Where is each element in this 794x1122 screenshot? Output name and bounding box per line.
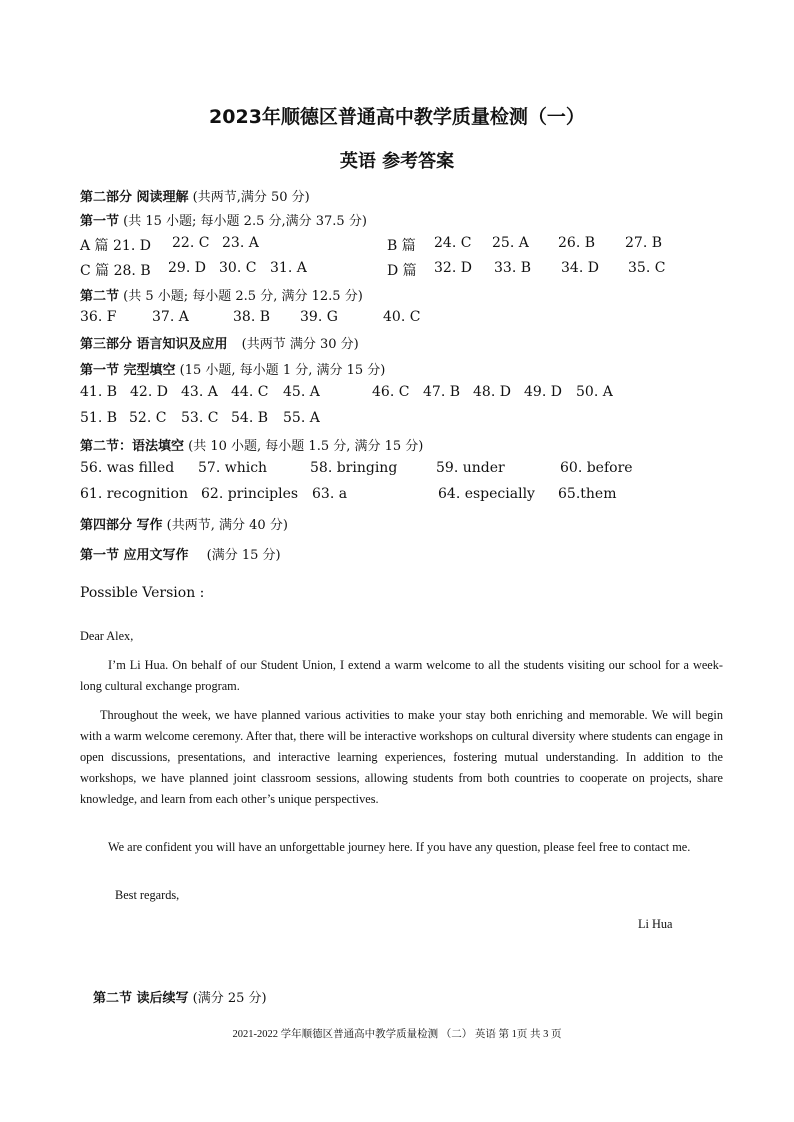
answer-cell: 54. B [231,410,269,426]
part2-sec2-heading: 第二节 (共 5 小题; 每小题 2.5 分, 满分 12.5 分) [80,289,363,304]
answer-cell: 40. C [383,309,421,325]
answer-cell: 63. a [312,486,348,502]
answer-cell: 39. G [300,309,338,325]
answer-cell: 25. A [492,235,529,251]
answer-cell: 45. A [283,384,320,400]
answer-cell: 46. C [372,384,410,400]
answer-cell: 49. D [524,384,562,400]
answer-cell: 31. A [270,260,307,276]
page-footer: 2021-2022 学年顺德区普通高中教学质量检测 （二） 英语 第 1页 共 3 页 [232,1029,562,1040]
answer-cell: 44. C [231,384,269,400]
answer-cell: 38. B [233,309,271,325]
answer-cell: 59. under [436,460,505,476]
answer-cell: 34. D [561,260,599,276]
answer-cell: 64. especially [438,486,535,502]
letter-salutation: Dear Alex, [80,629,134,643]
answer-cell: 22. C [172,235,210,251]
part3-heading: 第三部分 语言知识及应用 (共两节 满分 30 分) [80,337,359,352]
answer-cell: 50. A [576,384,613,400]
part4-heading: 第四部分 写作 (共两节, 满分 40 分) [80,518,288,533]
answer-cell: 48. D [473,384,511,400]
answer-cell: 65.them [558,486,617,502]
answer-cell: 62. principles [201,486,299,502]
answer-cell: 29. D [168,260,206,276]
answer-cell: 33. B [494,260,532,276]
letter-paragraph-1: I’m Li Hua. On behalf of our Student Union, I extend a warm welcome to all the students visiting our school for a week-long cultural exchange program. [80,658,723,693]
answer-cell: 61. recognition [80,486,188,502]
answer-cell: 51. B [80,410,118,426]
answer-cell: 26. B [558,235,596,251]
answer-cell: 24. C [434,235,472,251]
possible-version-label: Possible Version : [80,585,205,601]
answer-cell: 42. D [130,384,168,400]
answer-cell: 53. C [181,410,219,426]
answer-cell: 55. A [283,410,320,426]
answer-cell: C 篇 28. B [80,263,151,279]
letter-paragraph-2: Throughout the week, we have planned various activities to make your stay both enriching and memorable. We will begin with a warm welcome ceremony. After that, there will be interactive workshops on cultural diversity where students can engage in open discussions, presentations, and interactive learning experiences, fostering mutual understanding. In addition to the workshops, we have planned joint classroom sessions, allowing students from both countries to cooperate on projects, share knowledge, and learn from each other’s unique perspectives. [80,708,723,806]
answer-cell: 43. A [181,384,218,400]
part3-sec1-heading: 第一节 完型填空 (15 小题, 每小题 1 分, 满分 15 分) [80,363,386,378]
answer-cell: D 篇 [387,263,417,279]
answer-cell: 37. A [152,309,189,325]
letter-closing: Best regards, [115,888,180,902]
answer-cell: 36. F [80,309,117,325]
answer-cell: 23. A [222,235,259,251]
answer-cell: A 篇 21. D [80,238,151,254]
part4-sec2-heading: 第二节 读后续写 (满分 25 分) [93,991,267,1006]
part4-sec1-heading: 第一节 应用文写作 (满分 15 分) [80,548,281,563]
answer-cell: 58. bringing [310,460,398,476]
page-title: 2023年顺德区普通高中教学质量检测（一） [209,106,585,128]
answer-cell: 27. B [625,235,663,251]
answer-cell: 60. before [560,460,633,476]
part2-heading: 第二部分 阅读理解 (共两节,满分 50 分) [80,190,310,205]
answer-cell: 41. B [80,384,118,400]
answer-cell: 47. B [423,384,461,400]
answer-cell: 52. C [129,410,167,426]
page-subtitle: 英语 参考答案 [339,151,455,172]
part2-sec1-heading: 第一节 (共 15 小题; 每小题 2.5 分,满分 37.5 分) [80,214,367,229]
answer-cell: 35. C [628,260,666,276]
part3-sec2-heading: 第二节：语法填空 (共 10 小题, 每小题 1.5 分, 满分 15 分) [80,439,424,454]
answer-cell: 30. C [219,260,257,276]
answer-cell: 56. was filled [80,460,175,476]
letter-signature: Li Hua [638,917,673,931]
answer-cell: 32. D [434,260,472,276]
letter-paragraph-3: We are confident you will have an unforgettable journey here. If you have any question, please feel free to contact me. [108,840,691,854]
answer-cell: 57. which [198,460,268,476]
answer-cell: B 篇 [387,238,416,254]
